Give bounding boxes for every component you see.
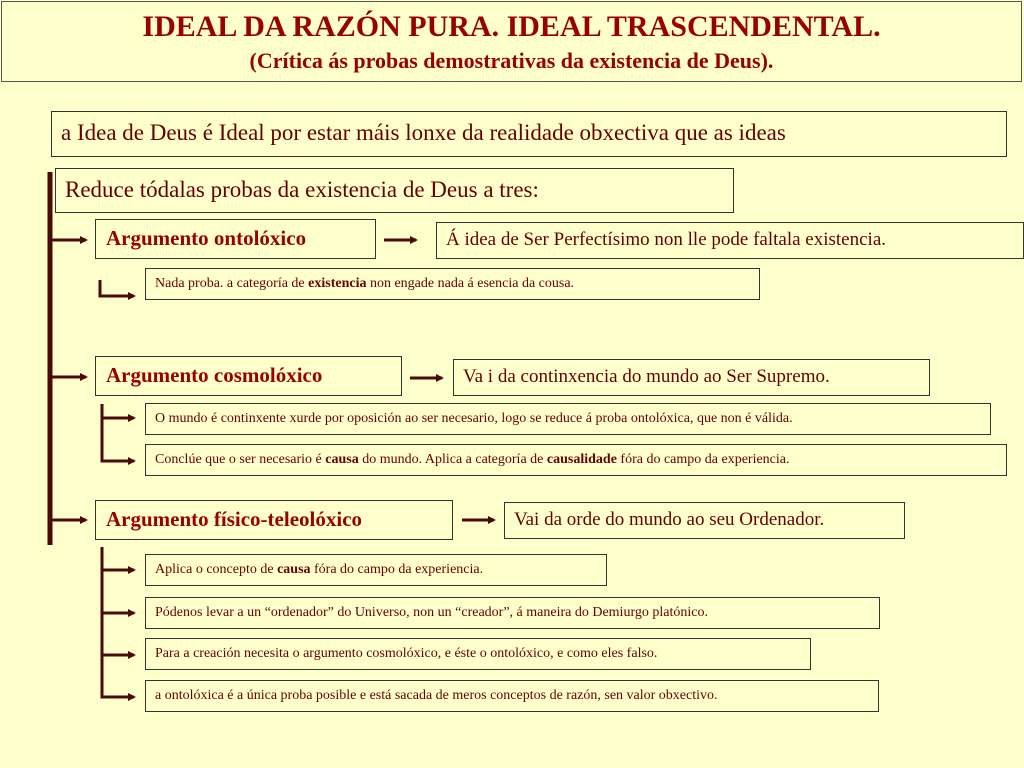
title-box	[1, 1, 1022, 82]
summary-ontological	[436, 222, 1024, 259]
argument-teleological	[95, 500, 453, 540]
summary-teleological-text: Vai da orde do mundo ao seu Ordenador.	[514, 509, 825, 530]
argument-teleological-label: Argumento físico-teleolóxico	[106, 507, 363, 531]
branch-ontological-1	[100, 280, 134, 296]
argument-cosmological	[95, 356, 402, 396]
critique-cosmological-1: O mundo é continxente xurde por oposición ao ser necesario, logo se reduce á proba ontolóxica, que non é válida.	[145, 403, 991, 435]
critique-ontological-1: Nada proba. a categoría de existencia non engade nada á esencia da cousa.	[145, 268, 760, 300]
critique-cosmological-2: Conclúe que o ser necesario é causa do mundo. Aplica a categoría de causalidade fóra do campo da experiencia.	[145, 444, 1007, 476]
summary-cosmological-text: Va i da continxencia do mundo ao Ser Supremo.	[463, 366, 830, 387]
summary-teleological	[504, 502, 905, 539]
page-title: IDEAL DA RAZÓN PURA. IDEAL TRASCENDENTAL.	[142, 10, 881, 43]
critique-teleological-2: Pódenos levar a un “ordenador” do Universo, non un “creador”, á maneira do Demiurgo platónico.	[145, 597, 880, 629]
intro-box	[51, 111, 1007, 157]
page-subtitle: (Crítica ás probas demostrativas da existencia de Deus).	[249, 48, 774, 73]
branch-cosmological-2	[102, 404, 134, 461]
reduce-box	[55, 168, 734, 213]
argument-cosmological-label: Argumento cosmolóxico	[106, 363, 323, 387]
intro-text: a Idea de Deus é Ideal por estar máis lonxe da realidade obxectiva que as ideas	[61, 120, 786, 145]
summary-ontological-text: Á idea de Ser Perfectísimo non lle pode faltala existencia.	[446, 229, 887, 250]
critique-teleological-1: Aplica o concepto de causa fóra do campo da experiencia.	[145, 554, 607, 586]
argument-ontological	[95, 219, 376, 259]
critique-teleological-3: Para a creación necesita o argumento cosmolóxico, e éste o ontolóxico, e como eles falso.	[145, 638, 811, 670]
reduce-text: Reduce tódalas probas da existencia de Deus a tres:	[65, 177, 539, 202]
summary-cosmological	[453, 359, 930, 396]
critique-teleological-4: a ontolóxica é a única proba posible e está sacada de meros conceptos de razón, sen valor obxectivo.	[145, 680, 879, 712]
argument-ontological-label: Argumento ontolóxico	[106, 226, 307, 250]
